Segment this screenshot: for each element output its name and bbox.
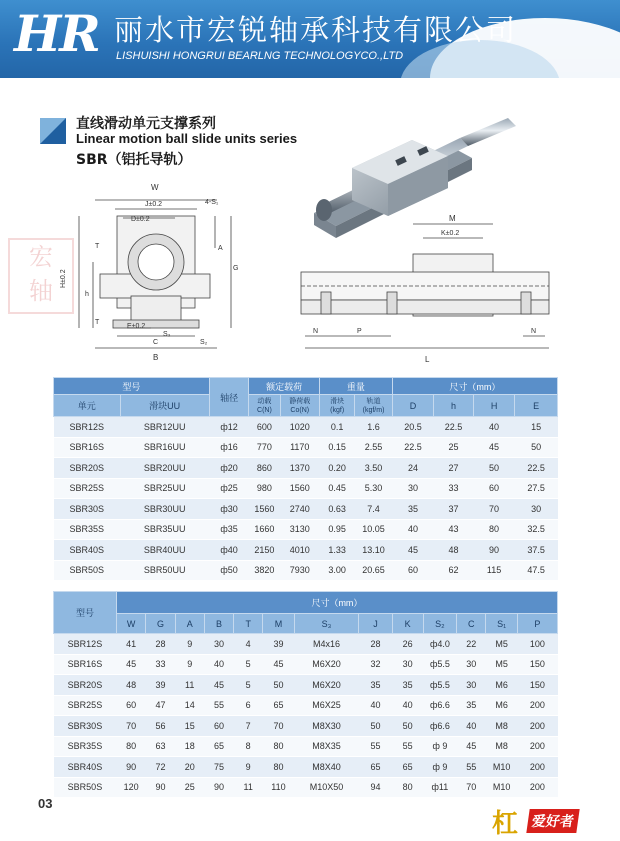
table-cell: 55 [457, 757, 486, 778]
table-cell: 48 [116, 675, 145, 696]
table-cell: 30 [457, 675, 486, 696]
table-cell: 7930 [280, 560, 319, 581]
table-cell: ф50 [209, 560, 248, 581]
column-header: S₃ [294, 614, 359, 634]
table-cell: ф5.5 [423, 654, 456, 675]
table-cell: 65 [392, 757, 423, 778]
label-L: L [425, 355, 430, 364]
table-cell: 0.15 [320, 437, 355, 458]
table-cell: 72 [146, 757, 175, 778]
table-cell: 20.5 [392, 417, 434, 438]
table-cell: 0.95 [320, 519, 355, 540]
table-cell: 70 [473, 499, 515, 520]
label-E: E±0.2 [127, 323, 146, 330]
table-cell: 8 [234, 736, 263, 757]
table-cell: 18 [175, 736, 204, 757]
table-cell: 9 [175, 634, 204, 655]
table-cell: 28 [146, 634, 175, 655]
site-watermark-badge: 杠 爱好者 [492, 803, 612, 835]
table-cell: SBR16S [54, 437, 121, 458]
side-view-drawing [295, 212, 550, 372]
table-cell: 60 [473, 478, 515, 499]
table-cell: 40 [204, 654, 233, 675]
label-S3: S₃ [163, 331, 171, 338]
table-cell: 70 [457, 777, 486, 798]
table-cell: 45 [116, 654, 145, 675]
section-title-en: Linear motion ball slide units series [76, 131, 298, 146]
table-cell: SBR40S [54, 540, 121, 561]
column-header: G [146, 614, 175, 634]
table-cell: 55 [359, 736, 392, 757]
table-cell: ф4.0 [423, 634, 456, 655]
table-cell: 80 [263, 757, 294, 778]
table-cell: 70 [263, 716, 294, 737]
table-cell: 770 [249, 437, 280, 458]
table-cell: 11 [175, 675, 204, 696]
table-cell: 37 [434, 499, 473, 520]
table-cell: 11 [234, 777, 263, 798]
label-K: K±0.2 [441, 230, 460, 237]
table-cell: M10 [486, 757, 517, 778]
table-cell: 7 [234, 716, 263, 737]
table-cell: ф12 [209, 417, 248, 438]
table-cell: M8 [486, 736, 517, 757]
table-cell: 40 [392, 695, 423, 716]
table-cell: 90 [116, 757, 145, 778]
table-cell: 5 [234, 675, 263, 696]
table-cell: 45 [473, 437, 515, 458]
table-cell: 33 [146, 654, 175, 675]
label-T-bottom: T [95, 319, 100, 326]
table-cell: 3820 [249, 560, 280, 581]
table-row [54, 736, 558, 757]
table-cell: 33 [434, 478, 473, 499]
table-cell: SBR30UU [120, 499, 209, 520]
table-cell: 28 [359, 634, 392, 655]
table-cell: 20 [175, 757, 204, 778]
table-cell: 45 [263, 654, 294, 675]
table-cell: M6 [486, 695, 517, 716]
table-cell: SBR20S [54, 675, 117, 696]
table-cell: 10.05 [355, 519, 392, 540]
table-cell: 980 [249, 478, 280, 499]
table-cell: M8X40 [294, 757, 359, 778]
table-cell: 25 [434, 437, 473, 458]
table-cell: ф16 [209, 437, 248, 458]
table-cell: 47.5 [515, 560, 558, 581]
column-header: S₁ [486, 614, 517, 634]
table-cell: M4x16 [294, 634, 359, 655]
table-cell: 0.1 [320, 417, 355, 438]
table-row [54, 437, 558, 458]
table-cell: ф6.6 [423, 716, 456, 737]
table-cell: SBR16UU [120, 437, 209, 458]
table-cell: 25 [175, 777, 204, 798]
table-cell: 6 [234, 695, 263, 716]
table-cell: 50 [515, 437, 558, 458]
table-cell: 2150 [249, 540, 280, 561]
table-cell: 94 [359, 777, 392, 798]
table-cell: SBR35UU [120, 519, 209, 540]
table-cell: 40 [473, 417, 515, 438]
table-row [54, 499, 558, 520]
table-cell: 150 [517, 654, 557, 675]
table-row [54, 716, 558, 737]
table-row [54, 654, 558, 675]
table-cell: 200 [517, 757, 557, 778]
table-cell: 55 [204, 695, 233, 716]
table-cell: 30 [457, 654, 486, 675]
label-T-top: T [95, 243, 100, 250]
table-cell: 90 [204, 777, 233, 798]
table-cell: 50 [359, 716, 392, 737]
table-cell: 80 [473, 519, 515, 540]
table-cell: ф40 [209, 540, 248, 561]
table-cell: M8X35 [294, 736, 359, 757]
table-cell: 63 [146, 736, 175, 757]
label-D: D±0.2 [131, 216, 150, 223]
table-cell: 40 [457, 716, 486, 737]
table-cell: 60 [204, 716, 233, 737]
table-cell: 20.65 [355, 560, 392, 581]
table-cell: 3.00 [320, 560, 355, 581]
table-row [54, 560, 558, 581]
label-J: J±0.2 [145, 201, 163, 208]
table-cell: 47 [146, 695, 175, 716]
table-cell: M10 [486, 777, 517, 798]
column-header: C [457, 614, 486, 634]
table-cell: 13.10 [355, 540, 392, 561]
table-cell: ф25 [209, 478, 248, 499]
table-cell: 32.5 [515, 519, 558, 540]
table-cell: 22.5 [392, 437, 434, 458]
table-cell: 110 [263, 777, 294, 798]
table-cell: 200 [517, 777, 557, 798]
label-C: C [153, 339, 159, 346]
table-cell: 150 [517, 675, 557, 696]
label-N-left: N [313, 328, 319, 335]
column-header: B [204, 614, 233, 634]
company-name-cn: 丽水市宏锐轴承科技有限公司 [114, 13, 518, 47]
table-cell: SBR20UU [120, 458, 209, 479]
table-cell: ф5.5 [423, 675, 456, 696]
column-header: K [392, 614, 423, 634]
column-header: P [517, 614, 557, 634]
table-row [54, 695, 558, 716]
table-cell: 2.55 [355, 437, 392, 458]
table-cell: 3.50 [355, 458, 392, 479]
table-cell: 0.63 [320, 499, 355, 520]
table-cell: 65 [204, 736, 233, 757]
table-cell: 41 [116, 634, 145, 655]
page-number: 03 [38, 796, 53, 811]
table-cell: 1.6 [355, 417, 392, 438]
table-row [54, 478, 558, 499]
table-cell: 1560 [280, 478, 319, 499]
section-subtitle: SBR（铝托导轨） [76, 152, 192, 168]
table-cell: 39 [263, 634, 294, 655]
section-icon [40, 118, 66, 144]
table-cell: M6 [486, 675, 517, 696]
column-header: M [263, 614, 294, 634]
table-cell: 60 [392, 560, 434, 581]
table-cell: 0.45 [320, 478, 355, 499]
label-A: A [218, 245, 223, 252]
table-cell: 1020 [280, 417, 319, 438]
table-cell: SBR20S [54, 458, 121, 479]
table-cell: SBR50S [54, 777, 117, 798]
table-cell: 15 [175, 716, 204, 737]
label-S2: S₂ [200, 339, 208, 346]
table-row [54, 519, 558, 540]
table-row [54, 458, 558, 479]
table-cell: 115 [473, 560, 515, 581]
table-cell: 45 [457, 736, 486, 757]
table-cell: 80 [263, 736, 294, 757]
table-cell: 90 [473, 540, 515, 561]
table-cell: 5.30 [355, 478, 392, 499]
table-cell: 55 [392, 736, 423, 757]
table-cell: 200 [517, 695, 557, 716]
table-cell: 30 [515, 499, 558, 520]
label-N-right: N [531, 328, 537, 335]
table-cell: 80 [392, 777, 423, 798]
table-cell: 1660 [249, 519, 280, 540]
table-cell: 5 [234, 654, 263, 675]
table-row [54, 417, 558, 438]
table-cell: M10X50 [294, 777, 359, 798]
table-cell: ф35 [209, 519, 248, 540]
table-cell: 30 [392, 478, 434, 499]
table-row [54, 634, 558, 655]
table-cell: 7.4 [355, 499, 392, 520]
table-cell: 35 [457, 695, 486, 716]
table-cell: 26 [392, 634, 423, 655]
table-cell: 50 [263, 675, 294, 696]
company-logo: HR [14, 4, 99, 63]
table-cell: 600 [249, 417, 280, 438]
table-cell: 65 [263, 695, 294, 716]
table-cell: 22.5 [434, 417, 473, 438]
table-cell: M5 [486, 654, 517, 675]
table-cell: 30 [392, 654, 423, 675]
table-cell: SBR40S [54, 757, 117, 778]
table-cell: SBR16S [54, 654, 117, 675]
table-cell: 45 [392, 540, 434, 561]
table-cell: SBR50S [54, 560, 121, 581]
load-weight-table: 型号 轴径 额定载荷 重量 尺寸（mm） 单元 滑块UU 动载 C(N) 静荷载 Co(N) 滑块 (kgf) 轨道 (kgf/m) D h H E SBR12S SBR12UU ф12 600 1020 0.1 1.6 20.5 22.5 40 15 SBR16S SBR16UU ф16 770 1170 0.15 2.55 22.5 25 45 50 SBR20S SBR20UU ф20 860 1370 0.20 3.50 24 27 50 22.5 SBR25S SBR25UU ф25 980 1560 0.45 5.30 30 33 60 27.5 SBR30S SBR30UU ф30 1560 2740 0.63 7.4 35 37 70 30 SBR35S SBR35UU ф35 1660 3130 0.95 10.05 40 43 80 32.5 SBR40S SBR40UU ф40 2150 4010 1.33 13.10 45 48 90 37.5 SBR50S SBR50UU ф50 3820 7930 3.00 20.65 60 62 115 47.5 [53, 377, 558, 581]
table-cell: SBR35S [54, 519, 121, 540]
table-cell: 70 [116, 716, 145, 737]
table-row [54, 777, 558, 798]
page-header [0, 0, 620, 78]
table-cell: SBR12UU [120, 417, 209, 438]
column-header: W [116, 614, 145, 634]
column-header: T [234, 614, 263, 634]
table-cell: 14 [175, 695, 204, 716]
section-title-cn: 直线滑动单元支撑系列 [76, 116, 216, 132]
table-cell: 120 [116, 777, 145, 798]
table-row [54, 540, 558, 561]
cross-section-drawing [55, 178, 240, 368]
table-cell: SBR30S [54, 716, 117, 737]
table-cell: 80 [116, 736, 145, 757]
table-cell: ф30 [209, 499, 248, 520]
label-4S1: 4-S₁ [205, 199, 219, 206]
table-cell: M6X25 [294, 695, 359, 716]
column-header: S₂ [423, 614, 456, 634]
table-row [54, 675, 558, 696]
table-cell: 1560 [249, 499, 280, 520]
table-cell: 35 [392, 499, 434, 520]
table-cell: 62 [434, 560, 473, 581]
table-cell: 35 [392, 675, 423, 696]
table-cell: 37.5 [515, 540, 558, 561]
table-cell: 22 [457, 634, 486, 655]
table-cell: M6X20 [294, 654, 359, 675]
table-cell: 39 [146, 675, 175, 696]
table-cell: 50 [473, 458, 515, 479]
table-cell: 56 [146, 716, 175, 737]
table-cell: ф11 [423, 777, 456, 798]
table-cell: 100 [517, 634, 557, 655]
table-cell: 22.5 [515, 458, 558, 479]
table-cell: 50 [392, 716, 423, 737]
table-cell: 4010 [280, 540, 319, 561]
table-cell: 2740 [280, 499, 319, 520]
table-cell: 35 [359, 675, 392, 696]
column-header: J [359, 614, 392, 634]
label-H: H±0.2 [60, 269, 67, 288]
table-cell: 43 [434, 519, 473, 540]
table-cell: 4 [234, 634, 263, 655]
table-row [54, 757, 558, 778]
table-cell: 27 [434, 458, 473, 479]
table-cell: 200 [517, 716, 557, 737]
table-cell: 9 [234, 757, 263, 778]
table-cell: SBR25S [54, 695, 117, 716]
table-cell: SBR25UU [120, 478, 209, 499]
table-cell: 32 [359, 654, 392, 675]
column-header: A [175, 614, 204, 634]
table-cell: SBR25S [54, 478, 121, 499]
table-cell: ф 9 [423, 736, 456, 757]
table-cell: ф20 [209, 458, 248, 479]
label-W: W [151, 183, 159, 192]
table-cell: 15 [515, 417, 558, 438]
table-cell: 30 [204, 634, 233, 655]
label-h: h [85, 291, 89, 298]
table-cell: M6X20 [294, 675, 359, 696]
table-cell: 1170 [280, 437, 319, 458]
table-cell: 40 [359, 695, 392, 716]
table-cell: M8 [486, 716, 517, 737]
table-cell: 90 [146, 777, 175, 798]
table-cell: 1.33 [320, 540, 355, 561]
table-cell: SBR12S [54, 417, 121, 438]
table-cell: ф6.6 [423, 695, 456, 716]
label-P: P [357, 328, 362, 335]
table-cell: 45 [204, 675, 233, 696]
table-cell: 65 [359, 757, 392, 778]
table-cell: 27.5 [515, 478, 558, 499]
label-M: M [449, 214, 456, 223]
table-cell: 200 [517, 736, 557, 757]
table-cell: SBR35S [54, 736, 117, 757]
label-B: B [153, 353, 159, 362]
table-cell: M5 [486, 634, 517, 655]
table-cell: 0.20 [320, 458, 355, 479]
table-cell: 3130 [280, 519, 319, 540]
watermark-stamp: 宏 轴 [8, 238, 74, 314]
table-cell: M8X30 [294, 716, 359, 737]
table-cell: 860 [249, 458, 280, 479]
table-cell: 60 [116, 695, 145, 716]
table-cell: 40 [392, 519, 434, 540]
table-cell: 24 [392, 458, 434, 479]
table-cell: SBR50UU [120, 560, 209, 581]
table-cell: SBR12S [54, 634, 117, 655]
label-G: G [233, 265, 239, 272]
company-name-en: LISHUISHI HONGRUI BEARLNG TECHNOLOGYCO.,LTD [116, 50, 404, 62]
table-cell: 75 [204, 757, 233, 778]
table-cell: ф 9 [423, 757, 456, 778]
table-cell: SBR40UU [120, 540, 209, 561]
table-cell: 1370 [280, 458, 319, 479]
table-cell: 48 [434, 540, 473, 561]
table-cell: 9 [175, 654, 204, 675]
table-cell: SBR30S [54, 499, 121, 520]
dimensions-table: 型号 尺寸（mm） W G A B T M S₃ J K S₂ C S₁ P SBR12S 41 28 9 30 4 39 M4x16 28 26 ф4.0 22 M5 100 SBR16S 45 33 9 40 5 45 M6X20 32 30 ф5.5 30 M5 150 SBR20S 48 39 11 45 5 50 M6X20 35 35 ф5.5 30 M6 150 SBR25S 60 47 14 55 6 65 M6X25 40 40 ф6.6 35 M6 200 SBR30S 70 56 15 60 7 70 M8X30 50 50 ф6.6 40 M8 200 SBR35S 80 63 18 65 8 80 M8X35 55 55 ф 9 45 M8 200 SBR40S 90 72 20 75 9 80 M8X40 65 65 ф 9 55 M10 200 SBR50S 120 90 25 90 11 110 M10X50 94 80 ф11 70 M10 200 [53, 591, 558, 798]
